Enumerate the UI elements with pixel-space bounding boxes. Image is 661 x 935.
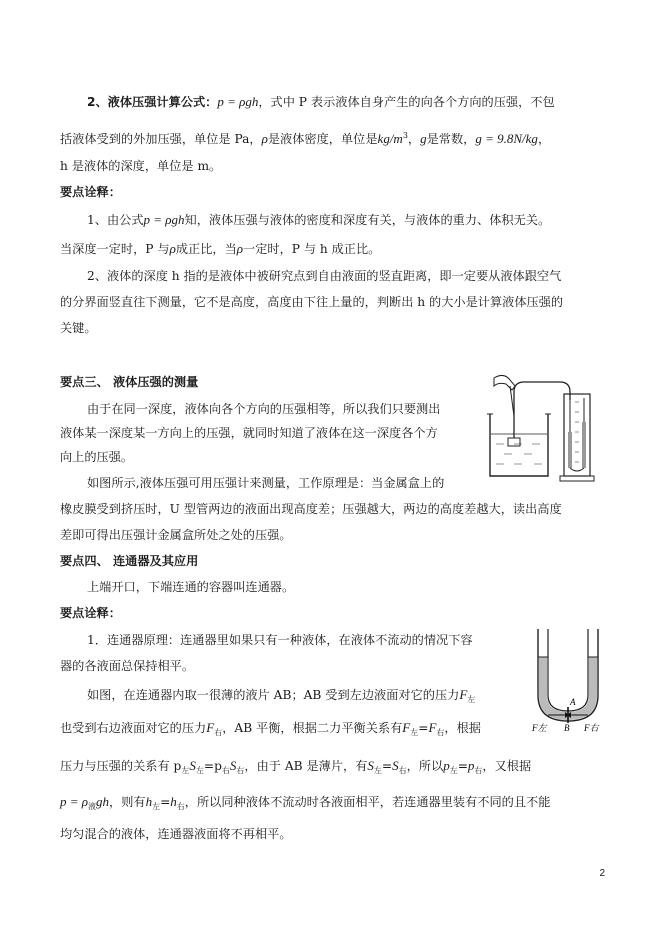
notes1-line-5: 关键。 xyxy=(60,321,97,335)
notes2-line-3 xyxy=(87,686,475,709)
notes1-text-2a: 当深度一定时，P 与 xyxy=(60,242,170,256)
sub-right-6: 右 xyxy=(474,766,483,775)
notes2-line-1: 1．连通器原理：连通器里如果只有一种液体，在液体不流动的情况下容 xyxy=(87,633,473,647)
notes2-text-5a: 压力与压强的关系有 p xyxy=(60,759,182,773)
h-symbol: h xyxy=(145,794,153,809)
sec2-text-2c: ， xyxy=(407,132,421,146)
sec3-line-5: 橡皮膜受到挤压时，U 型管两边的液面出现高度差；压强越大，两边的高度差越大，读出高度 xyxy=(60,502,562,516)
sec2-text-2a: 括液体受到的外加压强，单位是 Pa， xyxy=(60,132,262,146)
notes2-text-4b: ，AB 平衡，根据二力平衡关系有 xyxy=(222,721,403,735)
notes2-text-5b: ，由于 AB 是薄片，有 xyxy=(244,759,368,773)
equals-sign: = xyxy=(418,721,429,735)
rho-symbol-2: ρ xyxy=(169,241,176,256)
sec4-heading: 要点四、 连通器及其应用 xyxy=(60,554,199,568)
notes2-line-7: 均匀混合的液体，连通器液面将不再相平。 xyxy=(60,827,292,841)
sec2-text-2b: 是液体密度，单位是 xyxy=(267,132,378,146)
sec2-line-3: h 是液体的深度，单位是 m。 xyxy=(60,159,222,173)
F-symbol-2: F xyxy=(206,720,215,735)
sub-right-5: 右 xyxy=(398,766,407,775)
sec2-line-1 xyxy=(87,93,555,111)
notes1-line-3: 2、液体的深度 h 指的是液体中被研究点到自由液面的竖直距离，即一定要从液体跟空气 xyxy=(87,269,562,283)
equals-sign-4: = xyxy=(457,759,468,773)
notes1-line-4: 的分界面竖直往下测量，它不是高度，高度由下往上量的，判断出 h 的大小是计算液体压强的 xyxy=(60,295,564,309)
sec3-line-4: 如图所示,液体压强可用压强计来测量，工作原理是：当金属盒上的 xyxy=(87,476,445,490)
sec3-line-3: 向上的压强。 xyxy=(60,450,134,464)
sub-right-7: 右 xyxy=(176,802,185,811)
sec2-line-2 xyxy=(60,127,550,148)
notes2-text-4c: ，根据 xyxy=(444,721,481,735)
S-symbol-3: S xyxy=(367,758,374,773)
equals-sign-3: = xyxy=(381,759,393,773)
sub-left-5: 左 xyxy=(373,766,382,775)
rho-symbol-3: ρ xyxy=(236,241,244,256)
pressure-formula-lead: p = ρ xyxy=(60,794,89,809)
h-symbol-2: h xyxy=(170,794,177,809)
equals-sign-5: = xyxy=(160,795,171,809)
p-symbol-3: p xyxy=(467,758,475,773)
notes1-text-2b: 成正比，当 xyxy=(175,242,237,256)
notes1-text-2c: 一定时，P 与 h 成正比。 xyxy=(243,242,381,256)
unit-exponent: 3 xyxy=(402,131,408,140)
notes1-text-1a: 1、由公式 xyxy=(87,213,144,227)
notes2-text-6a: ，则有 xyxy=(109,795,146,809)
sec2-text-2d: 是常数， xyxy=(426,132,476,146)
sec3-line-6: 差即可得出压强计金属盒所处之处的压强。 xyxy=(60,528,292,542)
sub-right-2: 右 xyxy=(436,728,445,737)
S-symbol-2: S xyxy=(229,758,237,773)
sub-left-3: 左 xyxy=(181,766,190,775)
notes2-line-4 xyxy=(60,719,481,742)
sec2-text-1: ，式中 P 表示液体自身产生的向各个方向的压强，不包 xyxy=(258,95,555,109)
sub-left-4: 左 xyxy=(195,766,204,775)
notes2-text-6b: ，所以同种液体不流动时各液面相平，若连通器里装有不同的且不能 xyxy=(184,795,551,809)
density-unit: kg/m xyxy=(377,131,403,146)
notes1-line-1 xyxy=(87,211,550,229)
notes2-line-5 xyxy=(60,757,531,780)
notes2-text-3: 如图，在连通器内取一很薄的液片 AB；AB 受到左边液面对它的压力 xyxy=(87,688,460,702)
notes2-text-5d: ，又根据 xyxy=(482,759,532,773)
notes2-line-2: 器的各液面总保持相平。 xyxy=(60,659,195,673)
p-symbol: p xyxy=(214,759,222,773)
notes1-line-2 xyxy=(60,240,380,258)
notes1-heading: 要点诠释： xyxy=(60,185,121,199)
label-A: A xyxy=(570,697,576,707)
sub-left-7: 左 xyxy=(152,802,161,811)
notes1-formula: p = ρgh xyxy=(143,212,185,227)
pressure-gauge-figure xyxy=(482,372,598,484)
sec4-line-1: 上端开口，下端连通的容器叫连通器。 xyxy=(87,580,295,594)
sub-liquid: 液 xyxy=(88,802,97,811)
connected-vessel-figure xyxy=(528,627,610,733)
p-symbol-2: p xyxy=(443,758,450,773)
g-symbol: g xyxy=(420,131,427,146)
notes1-text-1b: 知，液体压强与液体的密度和深度有关，与液体的重力、体积无关。 xyxy=(184,213,551,227)
notes2-text-5c: ，所以 xyxy=(406,759,444,773)
F-symbol-3: F xyxy=(402,720,411,735)
page-number: 2 xyxy=(599,868,605,879)
sub-right: 右 xyxy=(214,728,223,737)
sec2-text-2e: ， xyxy=(537,132,551,146)
label-F-right: F右 xyxy=(584,723,599,733)
S-symbol-4: S xyxy=(392,758,399,773)
g-value: g = 9.8N/kg xyxy=(475,131,538,146)
label-F-left: F左 xyxy=(532,723,547,733)
sub-left-2: 左 xyxy=(410,728,419,737)
sec2-heading: 2、液体压强计算公式： xyxy=(87,95,218,109)
label-B: B xyxy=(564,723,570,733)
F-symbol: F xyxy=(459,687,468,702)
gh-symbol: gh xyxy=(96,794,110,809)
notes2-heading: 要点诠释： xyxy=(60,606,121,620)
sec3-heading: 要点三、 液体压强的测量 xyxy=(60,375,199,389)
S-symbol: S xyxy=(189,758,196,773)
notes2-text-4a: 也受到右边液面对它的压力 xyxy=(60,721,207,735)
equals-sign-2: = xyxy=(203,759,215,773)
sub-left: 左 xyxy=(467,695,476,704)
notes2-line-6 xyxy=(60,793,550,816)
rho-symbol: ρ xyxy=(261,131,268,146)
F-symbol-4: F xyxy=(428,720,437,735)
sec3-line-1: 由于在同一深度，液体向各个方向的压强相等，所以我们只要测出 xyxy=(87,402,441,416)
sec2-formula: p = ρgh xyxy=(217,94,259,109)
sub-right-3: 右 xyxy=(221,766,230,775)
sub-left-6: 左 xyxy=(449,766,458,775)
sec3-line-2: 液体某一深度某一方向上的压强，就同时知道了液体在这一深度各个方 xyxy=(60,426,438,440)
sub-right-4: 右 xyxy=(236,766,245,775)
